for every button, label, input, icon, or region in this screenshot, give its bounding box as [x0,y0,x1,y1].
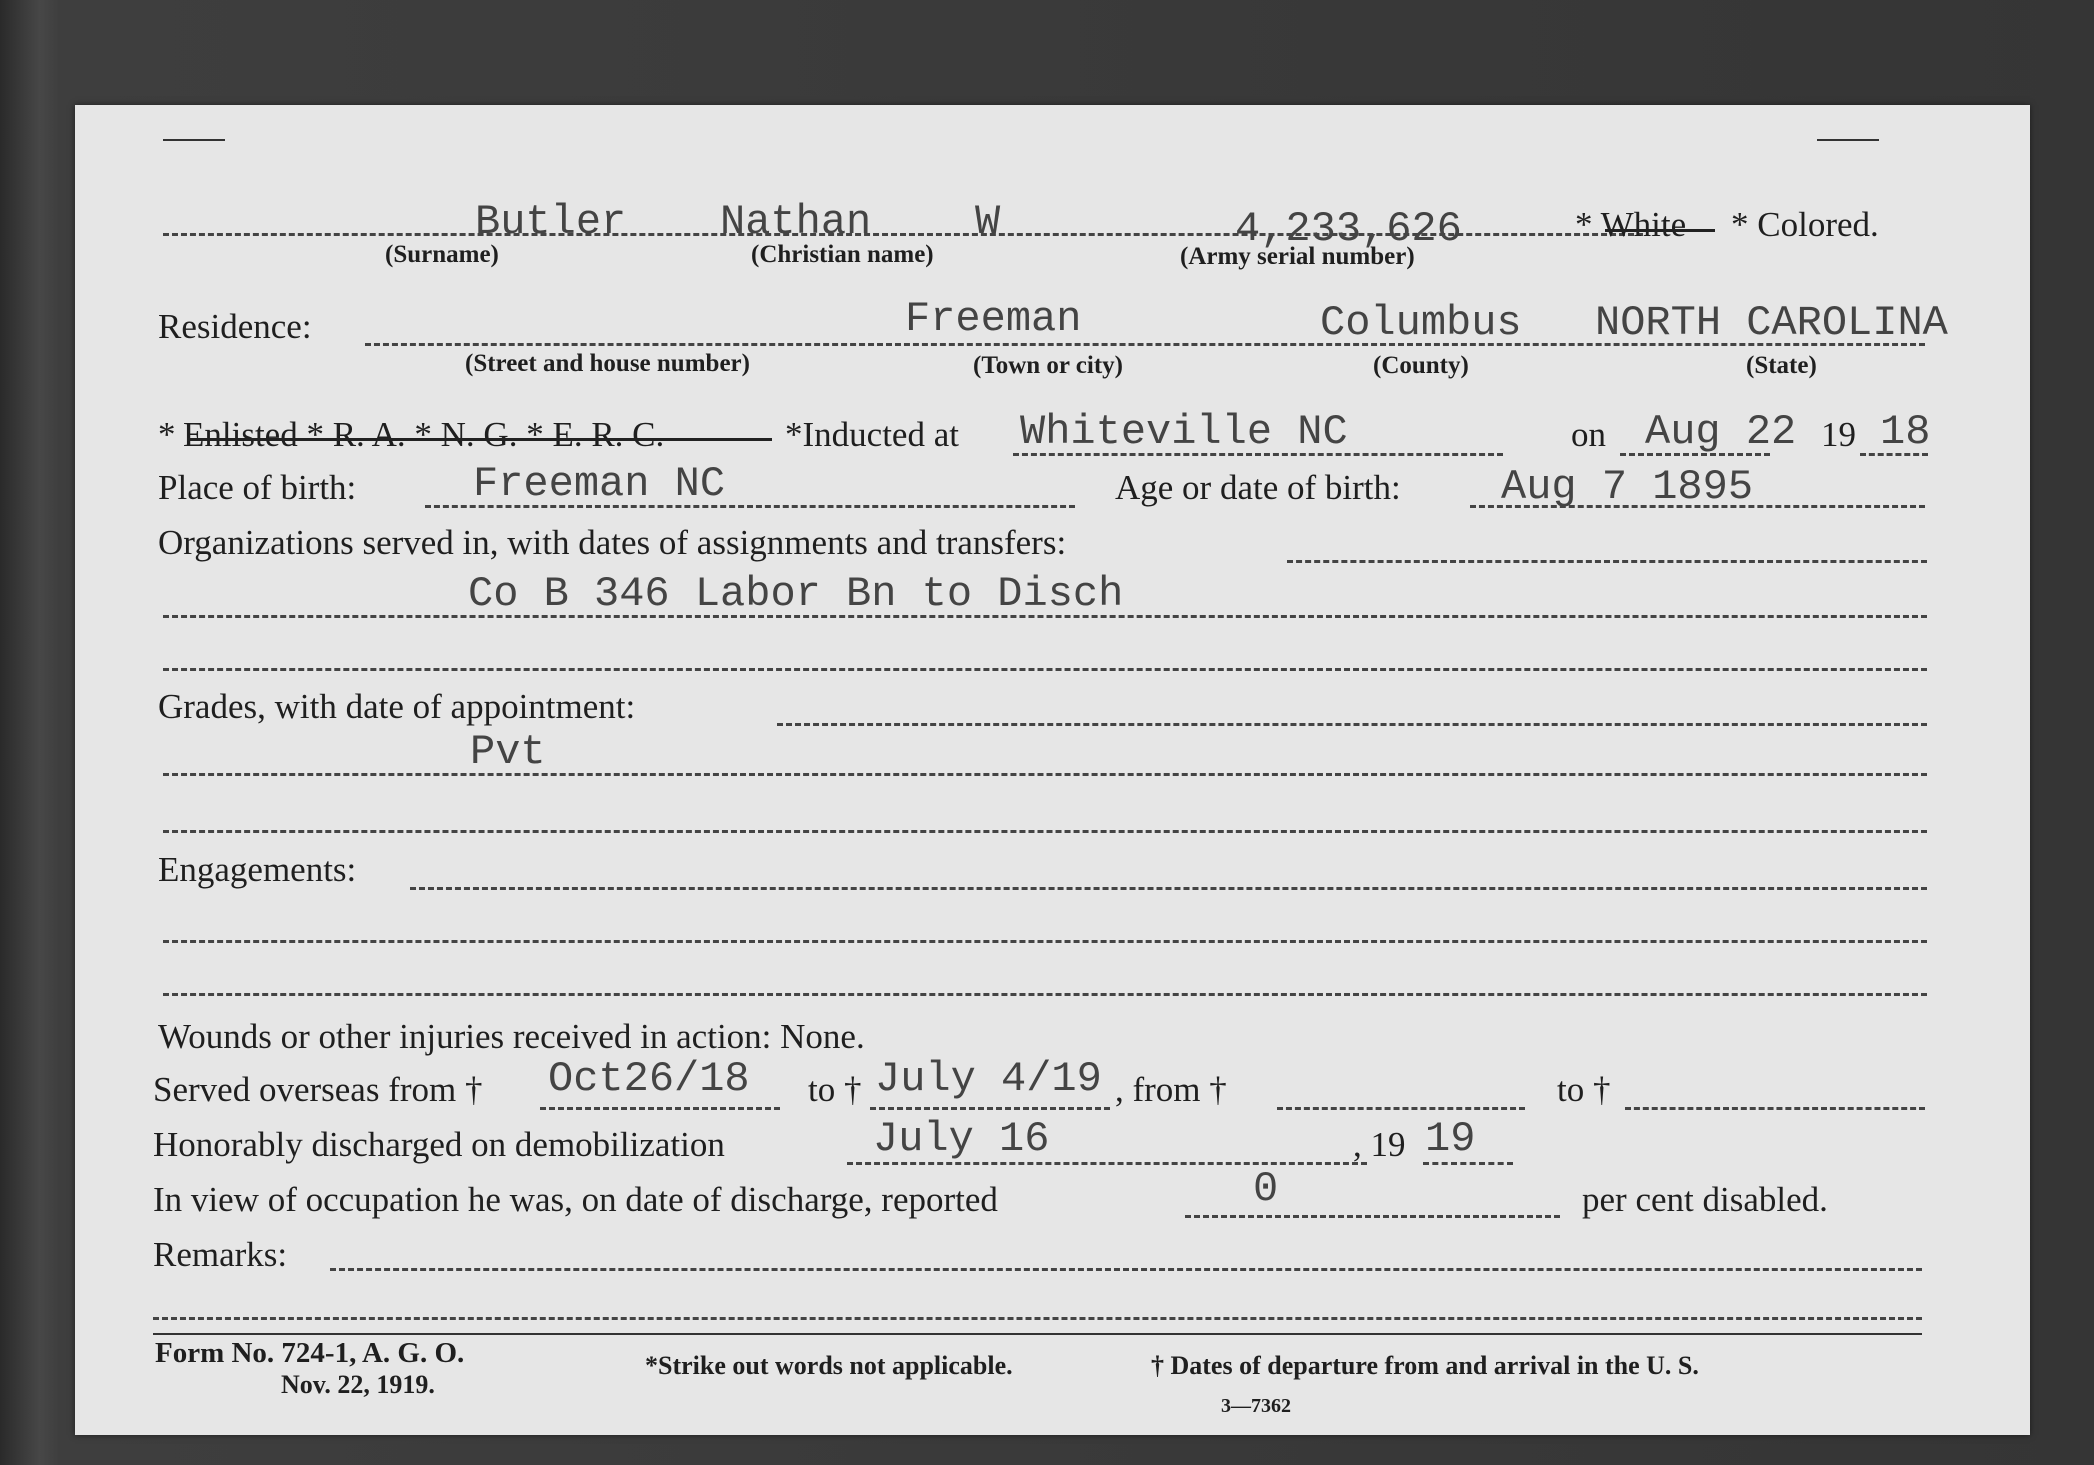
top-left-rule [163,139,225,141]
county-value: Columbus [1320,299,1522,347]
overseas-label: Served overseas from † [153,1070,483,1109]
discharge-label: Honorably discharged on demobilization [153,1125,725,1164]
engagements-label: Engagements: [158,850,357,889]
disability-value: 0 [1253,1165,1279,1213]
overseas-from2-label: , from † [1115,1070,1227,1109]
discharge-date-value: July 16 [873,1115,1050,1163]
state-caption: (State) [1746,352,1817,379]
form-date: Nov. 22, 1919. [281,1370,435,1399]
surname-value: Butler [475,198,627,246]
christian-caption: (Christian name) [751,241,934,268]
disability-line [1185,1215,1560,1218]
discharge-year-prefix: , 19 [1353,1125,1406,1164]
engagements-line-0 [410,887,1927,890]
organizations-line-2 [163,668,1927,671]
print-code: 3—7362 [1221,1395,1291,1417]
street-caption: (Street and house number) [465,350,750,377]
state-value: NORTH CAROLINA [1595,299,1948,347]
organizations-value: Co B 346 Labor Bn to Disch [468,570,1124,618]
town-value: Freeman [905,295,1082,343]
organizations-line-0 [1287,560,1927,563]
remarks-line-1 [153,1317,1922,1320]
race-white: * White [1575,205,1687,244]
birth-place-value: Freeman NC [473,460,726,508]
christian-name-value: Nathan [720,198,872,246]
organizations-label: Organizations served in, with dates of assignments and transfers: [158,523,1067,562]
overseas-from-line [540,1107,780,1110]
town-caption: (Town or city) [973,352,1123,379]
county-caption: (County) [1373,352,1469,379]
disability-suffix: per cent disabled. [1582,1180,1828,1219]
footer-rule [153,1333,1922,1335]
birth-date-value: Aug 7 1895 [1501,463,1754,511]
disability-label: In view of occupation he was, on date of discharge, reported [153,1180,998,1219]
wounds-label: Wounds or other injuries received in action: None. [158,1017,865,1056]
overseas-to-line [870,1107,1110,1110]
birth-place-label: Place of birth: [158,468,357,507]
overseas-to2-label: to † [1557,1070,1611,1109]
residence-label: Residence: [158,307,312,346]
options-strikeout [187,438,772,441]
grades-line-1 [163,773,1927,776]
grades-line-0 [777,723,1927,726]
birth-date-label: Age or date of birth: [1115,468,1401,507]
inducted-place-value: Whiteville NC [1020,408,1348,456]
overseas-from-value: Oct26/18 [548,1055,750,1103]
race-colored: * Colored. [1731,205,1879,244]
inducted-label: *Inducted at [785,415,959,454]
overseas-to-value: July 4/19 [875,1055,1102,1103]
overseas-from2-line [1277,1107,1525,1110]
discharge-year-value: 19 [1425,1115,1476,1163]
service-record-card [75,105,2030,1435]
serial-number-value: 4,233,626 [1235,205,1462,253]
overseas-to-label: to † [808,1070,862,1109]
strike-note: *Strike out words not applicable. [645,1351,1013,1380]
grades-line-2 [163,830,1927,833]
top-right-rule [1817,139,1879,141]
serial-caption: (Army serial number) [1180,243,1415,270]
dates-note: † Dates of departure from and arrival in the U. S. [1151,1351,1699,1380]
remarks-label: Remarks: [153,1235,288,1274]
form-number: Form No. 724-1, A. G. O. [155,1337,465,1369]
engagements-line-2 [163,993,1927,996]
grades-label: Grades, with date of appointment: [158,687,636,726]
remarks-line-0 [330,1268,1922,1271]
induction-year-prefix: 19 [1821,415,1856,454]
grade-value: Pvt [470,728,546,776]
induction-year-value: 18 [1880,408,1931,456]
engagements-line-1 [163,940,1927,943]
middle-initial-value: W [975,198,1001,246]
on-label: on [1571,415,1606,454]
white-strikeout [1605,229,1715,232]
induction-date-value: Aug 22 [1645,408,1797,456]
struck-options: Enlisted * R. A. * N. G. * E. R. C. [183,415,665,454]
induction-star: * [158,415,176,454]
overseas-to2-line [1625,1107,1925,1110]
surname-caption: (Surname) [385,241,499,268]
